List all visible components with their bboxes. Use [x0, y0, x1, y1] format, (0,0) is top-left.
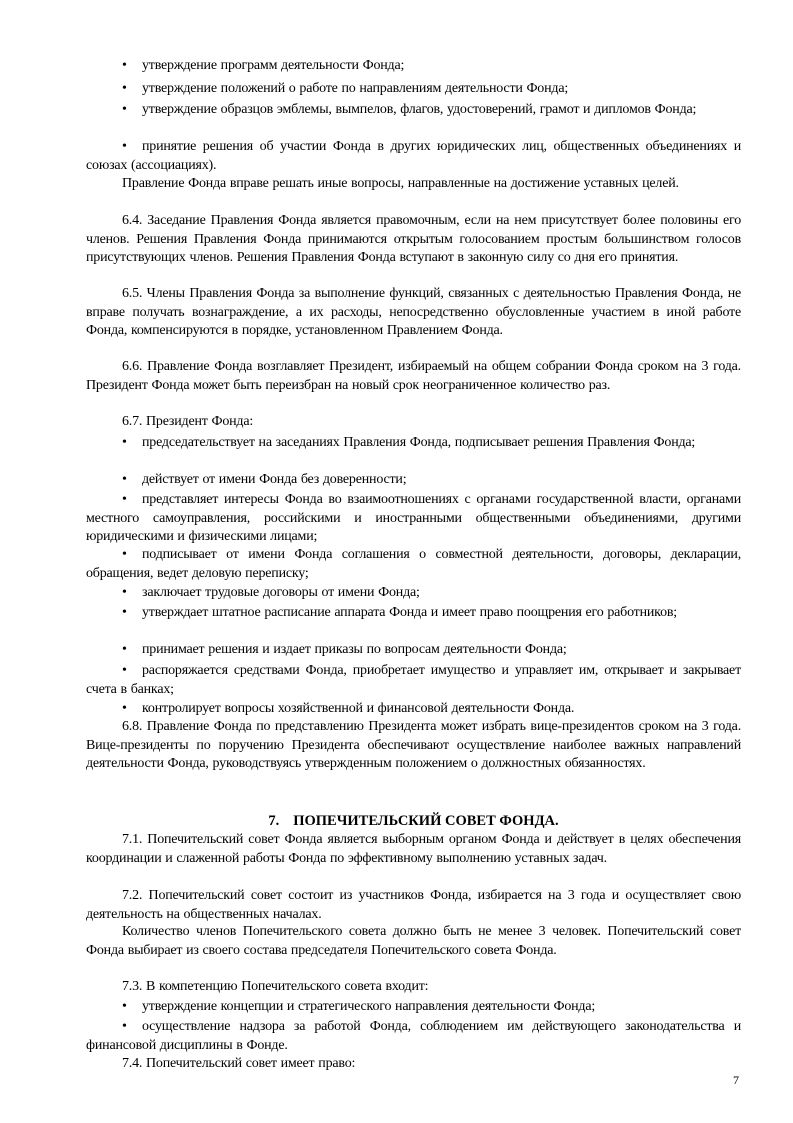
list-item: • председательствует на заседаниях Правления Фонда, подписывает решения Правления Фонда; [86, 434, 741, 453]
list-item: • подписывает от имени Фонда соглашения о совместной деятельности, договоры, декларации, обращения, ведет деловую переписку; [86, 547, 741, 581]
paragraph-7-2: 7.2. Попечительский совет состоит из участников Фонда, избирается на 3 года и осуществляет свою деятельность на общественных началах. [86, 888, 741, 922]
list-item: • действует от имени Фонда без доверенности; [86, 471, 741, 490]
section-heading: 7. ПОПЕЧИТЕЛЬСКИЙ СОВЕТ ФОНДА. [268, 813, 559, 829]
bullet-icon: • [122, 605, 127, 620]
list-item: • утверждение положений о работе по направлениям деятельности Фонда; [86, 80, 741, 99]
bullet-icon: • [122, 701, 127, 716]
paragraph-6-8: 6.8. Правление Фонда по представлению Президента может избрать вице-президентов сроком на 3 года. Вице-президенты по поручению Президента обеспечивают осуществление наиболее важных направлений деятельности Фонда, руководствуясь утвержденным положением о должностных обязанностях. [86, 719, 741, 771]
bullet-icon: • [122, 472, 127, 487]
paragraph: Правление Фонда вправе решать иные вопросы, направленные на достижение уставных целей. [122, 176, 679, 191]
list-item: • утверждает штатное расписание аппарата Фонда и имеет право поощрения его работников; [86, 604, 741, 623]
bullet-icon: • [122, 58, 127, 73]
bullet-icon: • [122, 663, 127, 678]
bullet-icon: • [122, 435, 127, 450]
paragraph: Количество членов Попечительского совета должно быть не менее 3 человек. Попечительский совет Фонда выбирает из своего состава председателя Попечительского совета Фонда. [86, 924, 741, 958]
paragraph-7-3: 7.3. В компетенцию Попечительского совета входит: [122, 979, 429, 994]
list-item: • распоряжается средствами Фонда, приобретает имущество и управляет им, открывает и закрывает счета в банках; [86, 663, 741, 697]
list-item: • утверждение образцов эмблемы, вымпелов, флагов, удостоверений, грамот и дипломов Фонда; [86, 101, 741, 120]
paragraph-6-5: 6.5. Члены Правления Фонда за выполнение функций, связанных с деятельностью Правления Фонда, не вправе получать вознаграждение, а их расходы, непосредственно обусловленные участием в иной работе Фонда, компенсируются в порядке, установленном Правлением Фонда. [86, 286, 741, 338]
list-item: • контролирует вопросы хозяйственной и финансовой деятельности Фонда. [86, 700, 741, 719]
bullet-icon: • [122, 642, 127, 657]
page-number: 7 [733, 1073, 739, 1087]
paragraph-7-4: 7.4. Попечительский совет имеет право: [122, 1056, 356, 1071]
list-item: • утверждение программ деятельности Фонда; [86, 57, 741, 76]
paragraph-6-7: 6.7. Президент Фонда: [122, 414, 254, 429]
paragraph-6-6: 6.6. Правление Фонда возглавляет Президент, избираемый на общем собрании Фонда сроком на 3 года. Президент Фонда может быть переизбран на новый срок неограниченное количество раз. [86, 359, 741, 393]
list-item: • утверждение концепции и стратегического направления деятельности Фонда; [86, 998, 741, 1017]
bullet-icon: • [122, 139, 127, 154]
list-item: • осуществление надзора за работой Фонда, соблюдением им действующего законодательства и финансовой дисциплины в Фонде. [86, 1019, 741, 1053]
list-item: • заключает трудовые договоры от имени Фонда; [86, 584, 741, 603]
bullet-icon: • [122, 1019, 127, 1034]
list-item: • принимает решения и издает приказы по вопросам деятельности Фонда; [86, 641, 741, 660]
bullet-icon: • [122, 81, 127, 96]
bullet-icon: • [122, 492, 127, 507]
bullet-icon: • [122, 585, 127, 600]
paragraph-6-4: 6.4. Заседание Правления Фонда является правомочным, если на нем присутствует более половины его членов. Решения Правления Фонда принимаются открытым голосованием простым большинством голосов присутствующих членов. Решения Правления Фонда вступают в законную силу со дня его принятия. [86, 213, 741, 265]
paragraph-7-1: 7.1. Попечительский совет Фонда является выборным органом Фонда и действует в целях обеспечения координации и слаженной работы Фонда по эффективному выполнению уставных задач. [86, 832, 741, 866]
list-item: • представляет интересы Фонда во взаимоотношениях с органами государственной власти, органами местного самоуправления, российскими и иностранными общественными объединениями, другими юридическими и физическими лицами; [86, 492, 741, 544]
bullet-icon: • [122, 102, 127, 117]
bullet-icon: • [122, 547, 127, 562]
bullet-icon: • [122, 999, 127, 1014]
list-item: • принятие решения об участии Фонда в других юридических лиц, общественных объединениях и союзах (ассоциациях). [86, 139, 741, 173]
